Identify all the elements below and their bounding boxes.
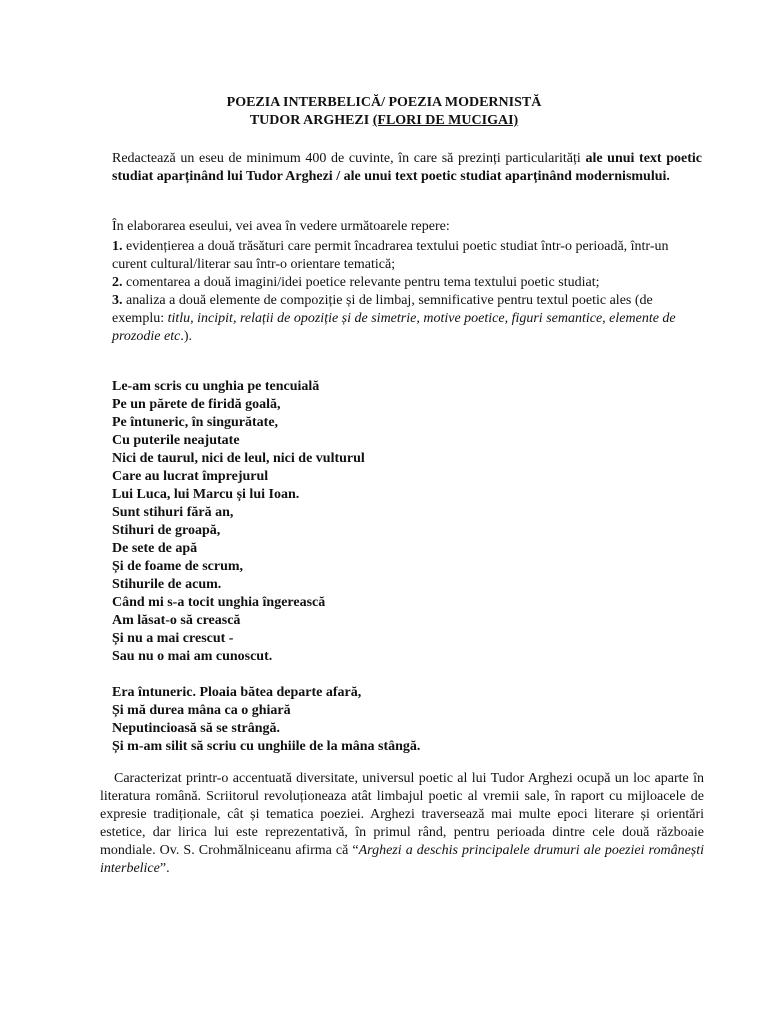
requirement-text: evidențierea a două trăsături care permit încadrarea textului poetic studiat într-o perioadă, într-un curent cultural/literar sau într-o orientare tematică; bbox=[112, 239, 669, 272]
task-statement bbox=[112, 150, 702, 186]
poem-stanza-2 bbox=[112, 684, 420, 756]
poem-line: Neputincioasă să se strângă. bbox=[112, 721, 281, 736]
poem-line: Cu puterile neajutate bbox=[112, 433, 240, 448]
task-bold-text: ale unui text poetic studiat aparținând lui Tudor Arghezi / ale unui text poetic studiat aparținând modernismului. bbox=[112, 151, 702, 184]
essay-text: Caracterizat printr-o accentuată diversitate, universul poetic al lui Tudor Arghezi ocupă un loc aparte în literatura română. Scriitorul revoluționeaza atât limbajul poetic al vremii sale, în raport cu mijloacele de expresie tradiționale, cât și tematica poeziei. Arghezi traversează mai multe epoci literare și orientări estetice, dar lirica lui este reprezentativă, în primul rând, pentru perioada dintre cele două războaie mondiale. Ov. S. Crohmălniceanu afirma că “ bbox=[100, 771, 704, 858]
poem-line: Pe întuneric, în singurătate, bbox=[112, 415, 279, 430]
poem-line: Când mi s-a tocit unghia îngerească bbox=[112, 595, 326, 610]
poem bbox=[112, 378, 420, 756]
requirement-item-3 bbox=[112, 292, 704, 346]
title-line-1: POEZIA INTERBELICĂ/ POEZIA MODERNISTĂ bbox=[226, 95, 542, 110]
task-plain-text: Redactează un eseu de minimum 400 de cuvinte, în care să prezinți particularități bbox=[112, 151, 586, 166]
requirement-number: 1. bbox=[112, 239, 123, 254]
poem-line: Stihurile de acum. bbox=[112, 577, 222, 592]
poem-line: Și de foame de scrum, bbox=[112, 559, 244, 574]
poem-line: Lui Luca, lui Marcu și lui Ioan. bbox=[112, 487, 300, 502]
essay-quote: Arghezi a deschis principalele drumuri ale poeziei românești interbelice bbox=[100, 843, 705, 876]
essay-end: ”. bbox=[159, 861, 170, 876]
requirement-text: comentarea a două imagini/idei poetice relevante pentru tema textului poetic studiat; bbox=[122, 275, 600, 290]
poem-line: Pe un părete de firidă goală, bbox=[112, 397, 281, 412]
title-work: (FLORI DE MUCIGAI) bbox=[372, 113, 519, 128]
poem-line: Le-am scris cu unghia pe tencuială bbox=[112, 379, 320, 394]
poem-line: Care au lucrat împrejurul bbox=[112, 469, 269, 484]
requirement-end: .). bbox=[180, 329, 192, 344]
requirement-item-2 bbox=[112, 274, 704, 292]
poem-line: Sau nu o mai am cunoscut. bbox=[112, 649, 273, 664]
essay-paragraph bbox=[100, 770, 704, 878]
poem-line: Era întuneric. Ploaia bătea departe afară, bbox=[112, 685, 362, 700]
poem-line: Și nu a mai crescut - bbox=[112, 631, 234, 646]
requirement-text: analiza a două elemente de compoziție și de limbaj, semnificative pentru textul poetic ales (de exemplu: bbox=[112, 293, 653, 326]
poem-stanza-1 bbox=[112, 378, 420, 666]
poem-line: Și m-am silit să scriu cu unghiile de la mâna stângă. bbox=[112, 739, 421, 754]
poem-line: Stihuri de groapă, bbox=[112, 523, 221, 538]
requirements-section bbox=[112, 218, 704, 346]
poem-line: Și mă durea mâna ca o ghiară bbox=[112, 703, 291, 718]
poem-line: De sete de apă bbox=[112, 541, 198, 556]
requirement-item-1 bbox=[112, 238, 704, 274]
title-author: TUDOR ARGHEZI bbox=[249, 113, 373, 128]
requirement-examples: titlu, incipit, relații de opoziție și de simetrie, motive poetice, figuri semantice, elemente de prozodie etc bbox=[112, 311, 676, 344]
requirement-number: 3. bbox=[112, 293, 123, 308]
poem-line: Am lăsat-o să crească bbox=[112, 613, 241, 628]
document-title bbox=[0, 94, 768, 130]
title-line-2 bbox=[0, 112, 768, 130]
poem-line: Sunt stihuri fără an, bbox=[112, 505, 234, 520]
poem-line: Nici de taurul, nici de leul, nici de vulturul bbox=[112, 451, 365, 466]
requirements-intro: În elaborarea eseului, vei avea în vedere următoarele repere: bbox=[112, 219, 450, 234]
requirement-number: 2. bbox=[112, 275, 123, 290]
